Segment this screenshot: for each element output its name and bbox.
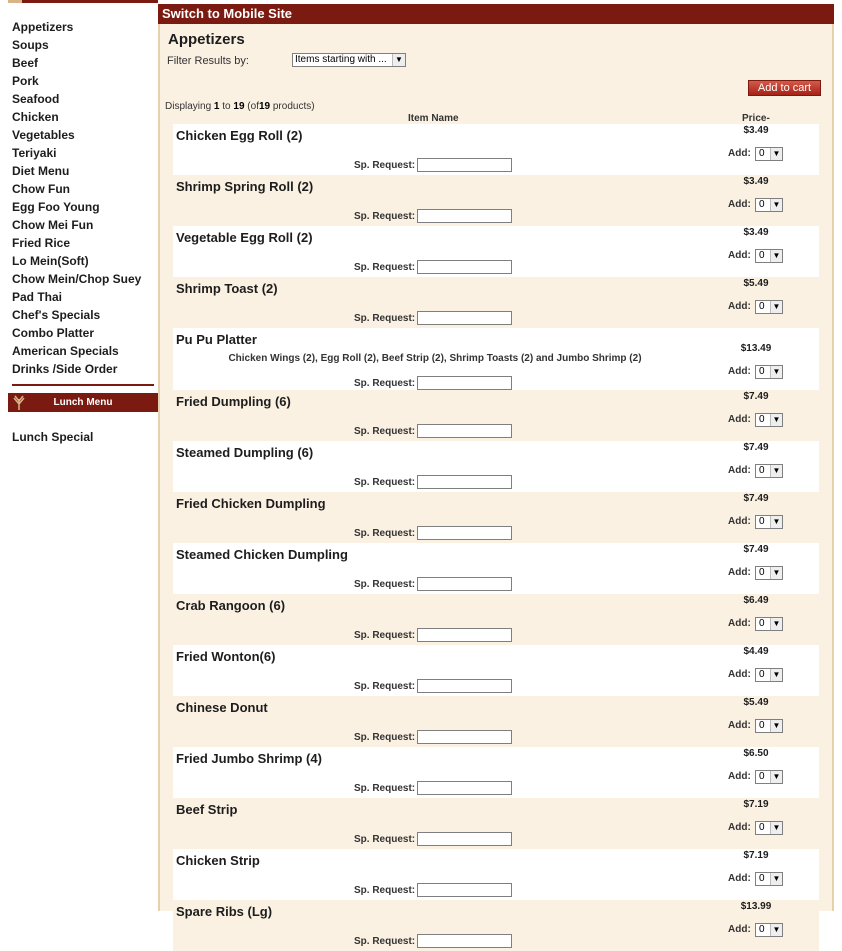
displaying-of-prefix: (of xyxy=(247,101,259,112)
add-label: Add: xyxy=(728,771,751,782)
switch-to-mobile-link[interactable]: Switch to Mobile Site xyxy=(158,4,834,24)
product-price: $5.49 xyxy=(743,697,769,708)
quantity-select[interactable] xyxy=(755,365,783,379)
product-name: Chicken Strip xyxy=(176,853,260,868)
sidebar-item-drinks-side-order[interactable]: Drinks /Side Order xyxy=(12,362,118,376)
lunch-menu-title: Lunch Menu xyxy=(53,397,113,408)
sidebar-item-teriyaki[interactable]: Teriyaki xyxy=(12,146,57,160)
sidebar-item-chow-mein-chop-suey[interactable]: Chow Mein/Chop Suey xyxy=(12,272,142,286)
product-name: Chicken Egg Roll (2) xyxy=(176,128,303,143)
quantity-value: 0 xyxy=(759,771,765,782)
displaying-of-suffix: products) xyxy=(272,101,315,112)
special-request-input[interactable] xyxy=(417,781,512,795)
quantity-value: 0 xyxy=(759,720,765,731)
product-name: Chinese Donut xyxy=(176,700,268,715)
special-request-input[interactable] xyxy=(417,628,512,642)
quantity-value: 0 xyxy=(759,366,765,377)
special-request-input[interactable] xyxy=(417,832,512,846)
displaying-total: 19 xyxy=(258,101,271,112)
quantity-select[interactable] xyxy=(755,719,783,733)
product-name: Beef Strip xyxy=(176,802,238,817)
quantity-select[interactable] xyxy=(755,413,783,427)
product-price: $7.49 xyxy=(743,493,769,504)
add-label: Add: xyxy=(728,618,751,629)
product-name: Vegetable Egg Roll (2) xyxy=(176,230,313,245)
sidebar-item-soups[interactable]: Soups xyxy=(12,38,49,52)
product-price: $7.19 xyxy=(743,850,769,861)
quantity-select[interactable] xyxy=(755,300,783,314)
product-name: Fried Wonton(6) xyxy=(176,649,276,664)
quantity-value: 0 xyxy=(759,618,765,629)
quantity-select[interactable] xyxy=(755,249,783,263)
add-label: Add: xyxy=(728,301,751,312)
sidebar-item-egg-foo-young[interactable]: Egg Foo Young xyxy=(12,200,100,214)
special-request-label: Sp. Request: xyxy=(354,477,416,488)
quantity-value: 0 xyxy=(759,414,765,425)
quantity-select[interactable] xyxy=(755,923,783,937)
special-request-label: Sp. Request: xyxy=(354,579,416,590)
sidebar-item-chicken[interactable]: Chicken xyxy=(12,110,59,124)
chevron-down-icon: ▼ xyxy=(770,516,782,528)
special-request-label: Sp. Request: xyxy=(354,426,416,437)
add-label: Add: xyxy=(728,822,751,833)
special-request-input[interactable] xyxy=(417,730,512,744)
product-name: Fried Chicken Dumpling xyxy=(176,496,326,511)
chevron-down-icon: ▼ xyxy=(770,669,782,681)
special-request-label: Sp. Request: xyxy=(354,630,416,641)
product-price: $7.49 xyxy=(743,544,769,555)
chevron-down-icon: ▼ xyxy=(770,250,782,262)
quantity-value: 0 xyxy=(759,567,765,578)
filter-label: Filter Results by: xyxy=(167,55,249,67)
chevron-down-icon: ▼ xyxy=(770,822,782,834)
product-name: Steamed Dumpling (6) xyxy=(176,445,314,460)
add-to-cart-button[interactable]: Add to cart xyxy=(748,80,821,96)
product-row xyxy=(173,747,819,798)
product-row xyxy=(173,900,819,951)
leaf-icon xyxy=(12,395,26,410)
product-price: $7.49 xyxy=(743,442,769,453)
product-name: Pu Pu Platter xyxy=(176,332,257,347)
product-row xyxy=(173,798,819,849)
special-request-input[interactable] xyxy=(417,526,512,540)
product-list xyxy=(173,124,819,951)
special-request-input[interactable] xyxy=(417,679,512,693)
add-label: Add: xyxy=(728,873,751,884)
special-request-input[interactable] xyxy=(417,260,512,274)
sidebar-item-chefs-specials[interactable]: Chef's Specials xyxy=(12,308,101,322)
add-label: Add: xyxy=(728,199,751,210)
product-price: $3.49 xyxy=(743,176,769,187)
add-label: Add: xyxy=(728,414,751,425)
product-row xyxy=(173,390,819,441)
product-row xyxy=(173,645,819,696)
column-header-price: Price- xyxy=(742,113,770,124)
product-price: $4.49 xyxy=(743,646,769,657)
sidebar-item-combo-platter[interactable]: Combo Platter xyxy=(12,326,95,340)
quantity-select[interactable] xyxy=(755,821,783,835)
product-price: $13.99 xyxy=(740,901,772,912)
product-row xyxy=(173,124,819,175)
quantity-value: 0 xyxy=(759,516,765,527)
chevron-down-icon: ▼ xyxy=(392,54,405,66)
special-request-label: Sp. Request: xyxy=(354,732,416,743)
chevron-down-icon: ▼ xyxy=(770,873,782,885)
sidebar-item-fried-rice[interactable]: Fried Rice xyxy=(12,236,71,250)
product-price: $13.49 xyxy=(740,343,772,354)
lunch-menu-header xyxy=(8,393,158,412)
chevron-down-icon: ▼ xyxy=(770,366,782,378)
sidebar-item-lunch-special[interactable]: Lunch Special xyxy=(12,430,94,444)
product-row xyxy=(173,226,819,277)
product-description: Chicken Wings (2), Egg Roll (2), Beef Strip (2), Shrimp Toasts (2) and Jumbo Shrimp (2) xyxy=(228,353,642,364)
special-request-input[interactable] xyxy=(417,424,512,438)
special-request-input[interactable] xyxy=(417,311,512,325)
product-name: Fried Jumbo Shrimp (4) xyxy=(176,751,322,766)
filter-select[interactable] xyxy=(292,53,406,67)
product-row xyxy=(173,492,819,543)
add-label: Add: xyxy=(728,516,751,527)
add-label: Add: xyxy=(728,148,751,159)
quantity-value: 0 xyxy=(759,250,765,261)
chevron-down-icon: ▼ xyxy=(770,301,782,313)
special-request-input[interactable] xyxy=(417,934,512,948)
quantity-select[interactable] xyxy=(755,515,783,529)
chevron-down-icon: ▼ xyxy=(770,771,782,783)
quantity-select[interactable] xyxy=(755,770,783,784)
quantity-value: 0 xyxy=(759,822,765,833)
special-request-input[interactable] xyxy=(417,475,512,489)
quantity-value: 0 xyxy=(759,924,765,935)
product-row xyxy=(173,175,819,226)
sidebar-item-beef[interactable]: Beef xyxy=(12,56,39,70)
special-request-label: Sp. Request: xyxy=(354,681,416,692)
sidebar-item-appetizers[interactable]: Appetizers xyxy=(12,20,74,34)
quantity-value: 0 xyxy=(759,873,765,884)
quantity-select[interactable] xyxy=(755,617,783,631)
special-request-input[interactable] xyxy=(417,883,512,897)
product-name: Fried Dumpling (6) xyxy=(176,394,291,409)
special-request-label: Sp. Request: xyxy=(354,262,416,273)
product-row xyxy=(173,696,819,747)
quantity-value: 0 xyxy=(759,301,765,312)
product-row xyxy=(173,328,819,390)
add-label: Add: xyxy=(728,250,751,261)
page-title: Appetizers xyxy=(168,31,245,48)
chevron-down-icon: ▼ xyxy=(770,414,782,426)
quantity-select[interactable] xyxy=(755,147,783,161)
add-label: Add: xyxy=(728,465,751,476)
sidebar-item-seafood[interactable]: Seafood xyxy=(12,92,60,106)
add-label: Add: xyxy=(728,366,751,377)
add-label: Add: xyxy=(728,924,751,935)
add-label: Add: xyxy=(728,669,751,680)
results-count xyxy=(165,101,315,112)
chevron-down-icon: ▼ xyxy=(770,567,782,579)
filter-select-value: Items starting with ... xyxy=(295,54,387,65)
product-row xyxy=(173,594,819,645)
special-request-label: Sp. Request: xyxy=(354,834,416,845)
product-name: Shrimp Spring Roll (2) xyxy=(176,179,314,194)
special-request-label: Sp. Request: xyxy=(354,885,416,896)
quantity-select[interactable] xyxy=(755,668,783,682)
chevron-down-icon: ▼ xyxy=(770,924,782,936)
special-request-label: Sp. Request: xyxy=(354,211,416,222)
product-price: $7.49 xyxy=(743,391,769,402)
column-header-item-name: Item Name xyxy=(408,113,459,124)
product-price: $6.50 xyxy=(743,748,769,759)
product-price: $5.49 xyxy=(743,278,769,289)
product-price: $7.19 xyxy=(743,799,769,810)
product-row xyxy=(173,543,819,594)
product-price: $3.49 xyxy=(743,125,769,136)
quantity-value: 0 xyxy=(759,465,765,476)
sidebar-top-bar xyxy=(8,0,158,3)
product-name: Steamed Chicken Dumpling xyxy=(176,547,348,562)
sidebar-divider xyxy=(12,384,154,386)
product-price: $6.49 xyxy=(743,595,769,606)
product-name: Crab Rangoon (6) xyxy=(176,598,286,613)
special-request-label: Sp. Request: xyxy=(354,313,416,324)
product-row xyxy=(173,277,819,328)
chevron-down-icon: ▼ xyxy=(770,465,782,477)
special-request-input[interactable] xyxy=(417,209,512,223)
special-request-input[interactable] xyxy=(417,376,512,390)
quantity-select[interactable] xyxy=(755,566,783,580)
sidebar-item-diet-menu[interactable]: Diet Menu xyxy=(12,164,70,178)
product-row xyxy=(173,441,819,492)
product-name: Spare Ribs (Lg) xyxy=(176,904,273,919)
product-name: Shrimp Toast (2) xyxy=(176,281,278,296)
special-request-label: Sp. Request: xyxy=(354,783,416,794)
quantity-select[interactable] xyxy=(755,198,783,212)
chevron-down-icon: ▼ xyxy=(770,148,782,160)
sidebar-item-american-specials[interactable]: American Specials xyxy=(12,344,119,358)
special-request-label: Sp. Request: xyxy=(354,378,416,389)
special-request-label: Sp. Request: xyxy=(354,160,416,171)
displaying-prefix: Displaying xyxy=(165,101,212,112)
quantity-value: 0 xyxy=(759,669,765,680)
sidebar-item-chow-fun[interactable]: Chow Fun xyxy=(12,182,70,196)
category-sidebar xyxy=(0,0,160,911)
product-price: $3.49 xyxy=(743,227,769,238)
category-list xyxy=(12,18,158,378)
leaf-icon xyxy=(8,0,22,3)
special-request-input[interactable] xyxy=(417,577,512,591)
add-label: Add: xyxy=(728,720,751,731)
special-request-input[interactable] xyxy=(417,158,512,172)
sidebar-item-lo-mein[interactable]: Lo Mein(Soft) xyxy=(12,254,89,268)
add-label: Add: xyxy=(728,567,751,578)
special-request-label: Sp. Request: xyxy=(354,936,416,947)
sidebar-item-chow-mei-fun[interactable]: Chow Mei Fun xyxy=(12,218,94,232)
product-row xyxy=(173,849,819,900)
chevron-down-icon: ▼ xyxy=(770,720,782,732)
displaying-to: 19 xyxy=(233,101,245,112)
sidebar-item-vegetables[interactable]: Vegetables xyxy=(12,128,75,142)
quantity-select[interactable] xyxy=(755,464,783,478)
sidebar-item-pork[interactable]: Pork xyxy=(12,74,39,88)
chevron-down-icon: ▼ xyxy=(770,199,782,211)
special-request-label: Sp. Request: xyxy=(354,528,416,539)
displaying-from: 1 xyxy=(213,101,220,112)
sidebar-item-pad-thai[interactable]: Pad Thai xyxy=(12,290,63,304)
quantity-value: 0 xyxy=(759,199,765,210)
chevron-down-icon: ▼ xyxy=(770,618,782,630)
quantity-select[interactable] xyxy=(755,872,783,886)
displaying-to-word: to xyxy=(222,101,231,112)
quantity-value: 0 xyxy=(759,148,765,159)
